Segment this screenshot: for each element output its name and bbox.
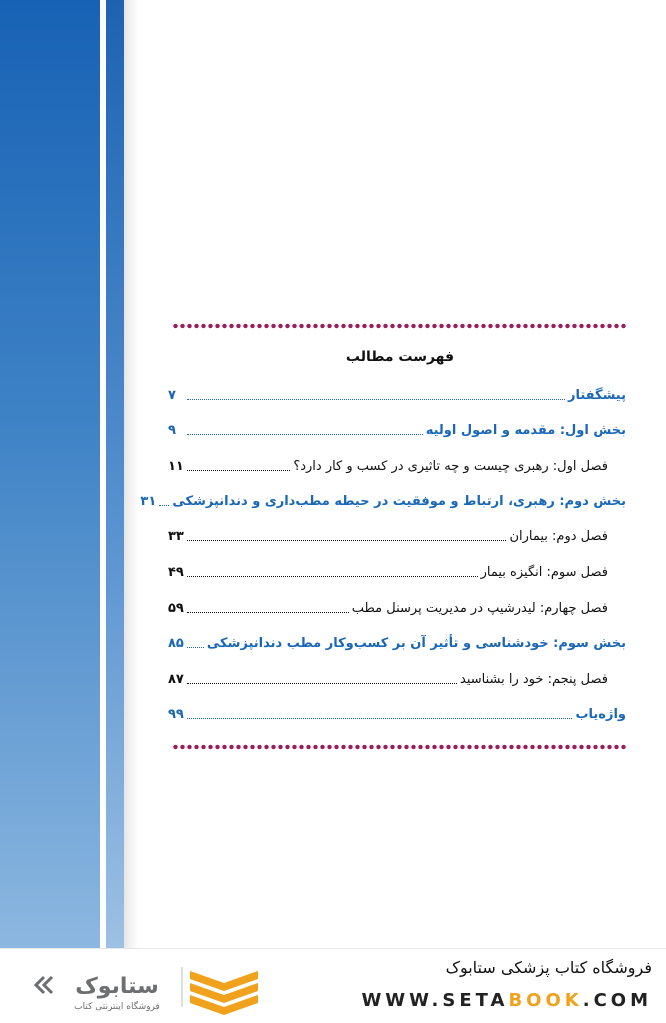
url-suffix: .COM [582,990,652,1011]
toc-entry-label: بخش اول: مقدمه و اصول اولیه [425,423,626,438]
setabook-logo-icon [22,957,258,1015]
toc-dot-leader [187,612,349,613]
toc-dot-leader [187,470,290,471]
setabook-logo[interactable] [22,957,258,1015]
bottom-dotted-divider [172,744,628,750]
toc-page-number: ۹ [168,423,176,438]
logo-brand-text: ستابوک [75,974,159,999]
toc-entry-label: فصل چهارم: لیدرشیپ در مدیریت پرسنل مطب [351,601,608,616]
toc-dot-leader [187,399,565,400]
toc-title: فهرست مطالب [345,349,455,365]
toc-chapter-row[interactable] [168,558,626,582]
toc-section-row[interactable] [168,700,626,724]
panel-shadow [124,0,138,948]
left-blue-panel [0,0,100,948]
toc-chapter-row[interactable] [168,452,626,476]
url-prefix: WWW.SETA [361,990,509,1011]
toc-entry-label: واژه‌یاب [575,707,626,722]
toc-entry-label: بخش دوم: رهبری، ارتباط و موفقیت در حیطه مطب‌داری و دندانپزشکی [172,494,626,509]
toc-entry-label: بخش سوم: خودشناسی و تأثیر آن بر کسب‌وکار مطب دندانپزشکی [206,636,626,651]
toc-page-number: ۸۷ [168,672,184,687]
toc-entry-label: فصل سوم: انگیزه بیمار [480,565,608,580]
toc-page-number: ۵۹ [168,601,184,616]
store-url-link[interactable] [361,990,652,1011]
toc-dot-leader [187,718,572,719]
toc-entry-label: فصل دوم: بیماران [509,529,608,544]
toc-page-number: ۹۹ [168,707,184,722]
url-accent: BOOK [508,990,583,1011]
toc-page-number: ۳۳ [168,529,184,544]
toc-chapter-row[interactable] [168,522,626,546]
toc-page-number: ۷ [168,388,176,403]
left-blue-strip [106,0,124,948]
toc-chapter-row[interactable] [168,594,626,618]
toc-page-number: ۸۵ [168,636,184,651]
toc-entry-label: فصل پنجم: خود را بشناسید [460,672,608,687]
top-dotted-divider [172,323,628,329]
toc-page-number: ۴۹ [168,565,184,580]
logo-tagline-text: فروشگاه اینترنتی کتاب [74,1002,160,1012]
store-name: فروشگاه کتاب پزشکی ستابوک [445,958,652,977]
toc-entry-label: فصل اول: رهبری چیست و چه تاثیری در کسب و کار دارد؟ [293,459,608,474]
toc-dot-leader [187,647,204,648]
toc-section-row[interactable] [140,487,626,511]
toc-entry-label: پیشگفتار [567,388,626,403]
toc-dot-leader [187,540,506,541]
toc-dot-leader [187,683,457,684]
toc-dot-leader [159,505,169,506]
toc-section-row[interactable] [168,629,626,653]
toc-chapter-row[interactable] [168,665,626,689]
toc-page-number: ۱۱ [168,459,184,474]
toc-section-row[interactable] [168,416,626,440]
toc-dot-leader [187,576,478,577]
toc-section-row[interactable] [168,381,626,405]
toc-page-number: ۳۱ [140,494,157,509]
toc-dot-leader [187,434,423,435]
